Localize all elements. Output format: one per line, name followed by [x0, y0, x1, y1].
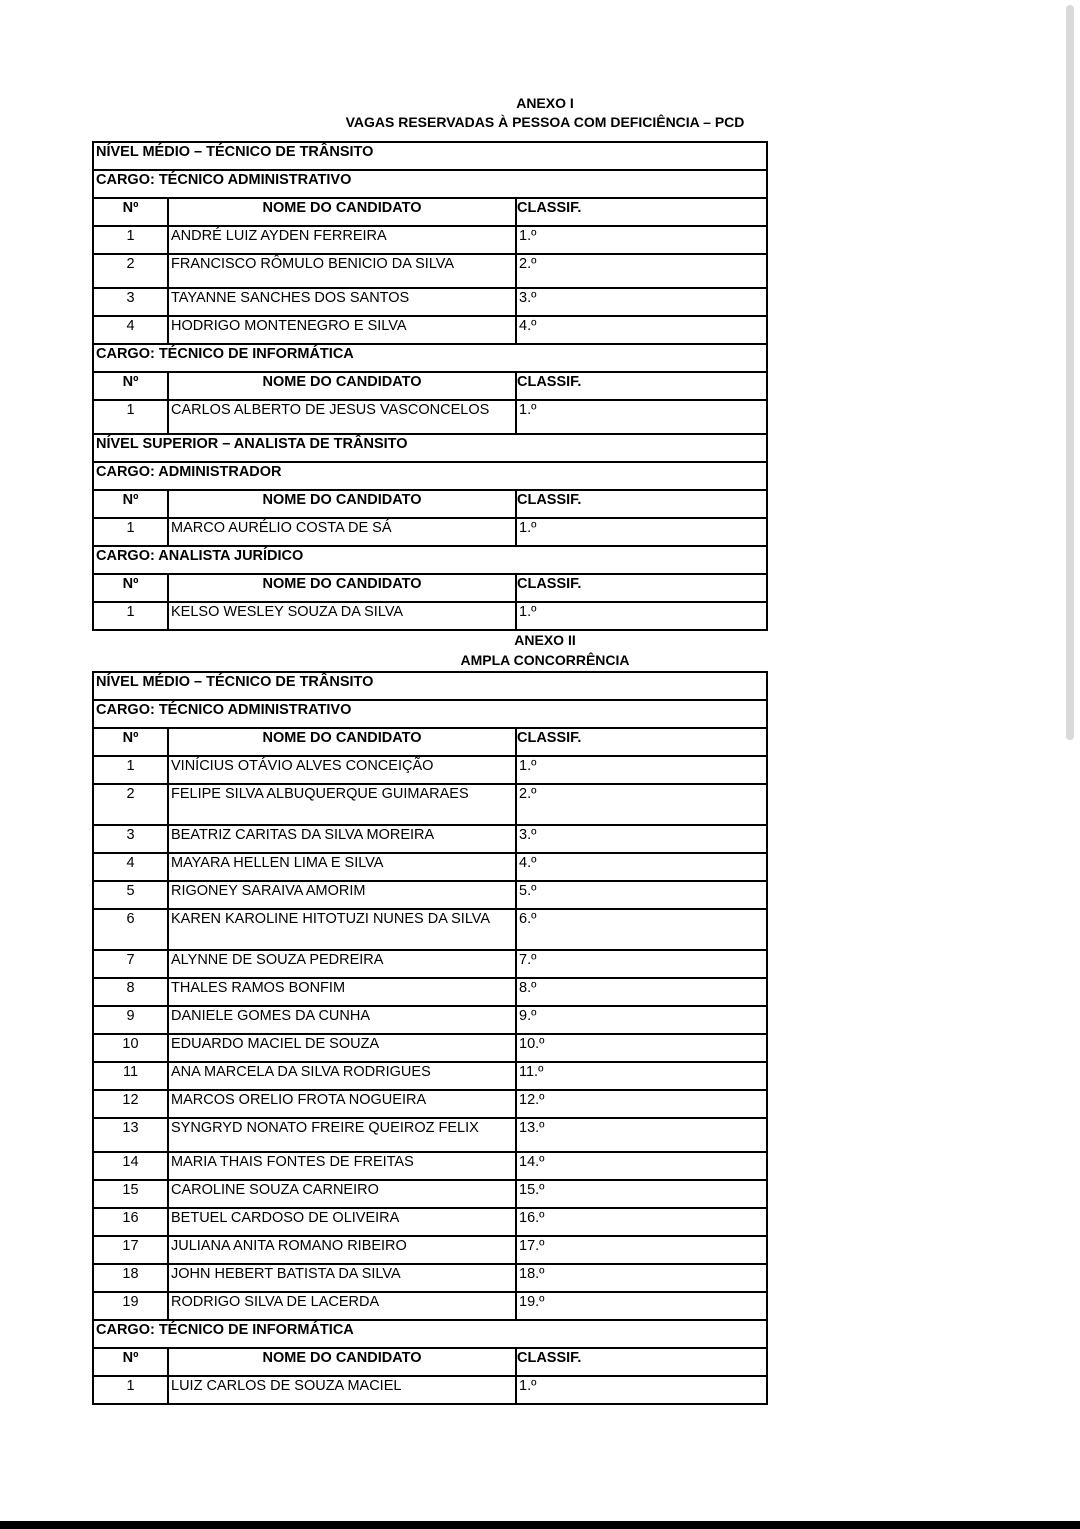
cell-candidate-name: DANIELE GOMES DA CUNHA [168, 1006, 516, 1034]
cargo-row [93, 344, 767, 372]
col-header-classif: CLASSIF. [516, 198, 767, 226]
cell-candidate-name: MARCO AURÉLIO COSTA DE SÁ [168, 518, 516, 546]
table-row [93, 825, 767, 853]
cargo-row [93, 462, 767, 490]
cell-candidate-name: THALES RAMOS BONFIM [168, 978, 516, 1006]
cell-classification: 9.º [516, 1006, 767, 1034]
cell-number: 14 [93, 1152, 168, 1180]
column-header-row [93, 574, 767, 602]
anexo1-table [92, 141, 768, 631]
cell-classification: 8.º [516, 978, 767, 1006]
col-header-n: Nº [93, 372, 168, 400]
cell-classification: 19.º [516, 1292, 767, 1320]
cell-number: 18 [93, 1264, 168, 1292]
column-header-row [93, 490, 767, 518]
cell-candidate-name: HODRIGO MONTENEGRO E SILVA [168, 316, 516, 344]
cell-classification: 4.º [516, 853, 767, 881]
cell-number: 11 [93, 1062, 168, 1090]
table-row [93, 950, 767, 978]
cell-classification: 1.º [516, 400, 767, 434]
cell-candidate-name: KELSO WESLEY SOUZA DA SILVA [168, 602, 516, 630]
column-header-row [93, 372, 767, 400]
cell-number: 6 [93, 909, 168, 950]
cell-number: 9 [93, 1006, 168, 1034]
level-row [93, 672, 767, 700]
col-header-classif: CLASSIF. [516, 1348, 767, 1376]
cell-number: 10 [93, 1034, 168, 1062]
cell-classification: 18.º [516, 1264, 767, 1292]
col-header-n: Nº [93, 490, 168, 518]
cell-classification: 1.º [516, 518, 767, 546]
anexo1-subtitle: VAGAS RESERVADAS À PESSOA COM DEFICIÊNCIA – PCD [345, 114, 745, 130]
table-row [93, 1062, 767, 1090]
bottom-bar [0, 1521, 1080, 1529]
cell-classification: 1.º [516, 226, 767, 254]
level-row [93, 142, 767, 170]
cell-classification: 16.º [516, 1208, 767, 1236]
cell-candidate-name: EDUARDO MACIEL DE SOUZA [168, 1034, 516, 1062]
table-row [93, 602, 767, 630]
col-header-classif: CLASSIF. [516, 574, 767, 602]
cell-candidate-name: ANDRÉ LUIZ AYDEN FERREIRA [168, 226, 516, 254]
cell-number: 4 [93, 316, 168, 344]
table-row [93, 853, 767, 881]
anexo2-table [92, 671, 768, 1405]
col-header-classif: CLASSIF. [516, 372, 767, 400]
cell-number: 7 [93, 950, 168, 978]
cell-classification: 15.º [516, 1180, 767, 1208]
cell-number: 1 [93, 756, 168, 784]
cell-candidate-name: JOHN HEBERT BATISTA DA SILVA [168, 1264, 516, 1292]
table-row [93, 316, 767, 344]
col-header-classif: CLASSIF. [516, 728, 767, 756]
cargo-row [93, 546, 767, 574]
table-row [93, 881, 767, 909]
cell-classification: 11.º [516, 1062, 767, 1090]
table-row [93, 756, 767, 784]
table-row [93, 909, 767, 950]
cell-candidate-name: FELIPE SILVA ALBUQUERQUE GUIMARAES [168, 784, 516, 825]
cell-number: 8 [93, 978, 168, 1006]
col-header-n: Nº [93, 1348, 168, 1376]
anexo2-subtitle: AMPLA CONCORRÊNCIA [460, 652, 630, 668]
cell-candidate-name: RIGONEY SARAIVA AMORIM [168, 881, 516, 909]
cell-classification: 5.º [516, 881, 767, 909]
col-header-n: Nº [93, 728, 168, 756]
col-header-classif: CLASSIF. [516, 490, 767, 518]
cell-classification: 17.º [516, 1236, 767, 1264]
cell-number: 3 [93, 288, 168, 316]
table-row [93, 400, 767, 434]
cell-candidate-name: CARLOS ALBERTO DE JESUS VASCONCELOS [168, 400, 516, 434]
col-header-name: NOME DO CANDIDATO [168, 728, 516, 756]
table-row [93, 1376, 767, 1404]
table-row [93, 254, 767, 288]
cell-candidate-name: JULIANA ANITA ROMANO RIBEIRO [168, 1236, 516, 1264]
col-header-n: Nº [93, 574, 168, 602]
table-row [93, 978, 767, 1006]
cell-classification: 10.º [516, 1034, 767, 1062]
cargo-heading: CARGO: TÉCNICO ADMINISTRATIVO [93, 700, 767, 728]
cell-classification: 2.º [516, 784, 767, 825]
cell-candidate-name: KAREN KAROLINE HITOTUZI NUNES DA SILVA [168, 909, 516, 950]
cargo-heading: CARGO: ADMINISTRADOR [93, 462, 767, 490]
cell-candidate-name: ANA MARCELA DA SILVA RODRIGUES [168, 1062, 516, 1090]
cell-number: 1 [93, 1376, 168, 1404]
level-heading: NÍVEL SUPERIOR – ANALISTA DE TRÂNSITO [93, 434, 767, 462]
col-header-name: NOME DO CANDIDATO [168, 372, 516, 400]
cargo-row [93, 1320, 767, 1348]
cell-candidate-name: BETUEL CARDOSO DE OLIVEIRA [168, 1208, 516, 1236]
table-row [93, 1090, 767, 1118]
cargo-heading: CARGO: ANALISTA JURÍDICO [93, 546, 767, 574]
cell-candidate-name: MARCOS ORELIO FROTA NOGUEIRA [168, 1090, 516, 1118]
cell-number: 3 [93, 825, 168, 853]
scrollbar[interactable] [1066, 5, 1074, 740]
table-row [93, 1236, 767, 1264]
cell-number: 2 [93, 784, 168, 825]
cell-number: 12 [93, 1090, 168, 1118]
cell-number: 1 [93, 602, 168, 630]
cell-candidate-name: ALYNNE DE SOUZA PEDREIRA [168, 950, 516, 978]
cargo-heading: CARGO: TÉCNICO ADMINISTRATIVO [93, 170, 767, 198]
cell-classification: 1.º [516, 1376, 767, 1404]
level-heading: NÍVEL MÉDIO – TÉCNICO DE TRÂNSITO [93, 672, 767, 700]
col-header-n: Nº [93, 198, 168, 226]
cell-classification: 14.º [516, 1152, 767, 1180]
anexo1-title: ANEXO I [516, 95, 574, 111]
table-row [93, 784, 767, 825]
table-row [93, 1152, 767, 1180]
cell-number: 5 [93, 881, 168, 909]
cell-classification: 12.º [516, 1090, 767, 1118]
level-row [93, 434, 767, 462]
col-header-name: NOME DO CANDIDATO [168, 574, 516, 602]
table-row [93, 288, 767, 316]
cell-classification: 1.º [516, 756, 767, 784]
cell-candidate-name: LUIZ CARLOS DE SOUZA MACIEL [168, 1376, 516, 1404]
cell-candidate-name: SYNGRYD NONATO FREIRE QUEIROZ FELIX [168, 1118, 516, 1152]
cell-candidate-name: CAROLINE SOUZA CARNEIRO [168, 1180, 516, 1208]
cell-candidate-name: TAYANNE SANCHES DOS SANTOS [168, 288, 516, 316]
cell-number: 16 [93, 1208, 168, 1236]
cell-candidate-name: FRANCISCO RÔMULO BENICIO DA SILVA [168, 254, 516, 288]
cell-classification: 2.º [516, 254, 767, 288]
cell-number: 2 [93, 254, 168, 288]
cell-number: 1 [93, 400, 168, 434]
cell-classification: 3.º [516, 825, 767, 853]
cargo-heading: CARGO: TÉCNICO DE INFORMÁTICA [93, 1320, 767, 1348]
cargo-row [93, 700, 767, 728]
table-row [93, 1118, 767, 1152]
cargo-row [93, 170, 767, 198]
level-heading: NÍVEL MÉDIO – TÉCNICO DE TRÂNSITO [93, 142, 767, 170]
col-header-name: NOME DO CANDIDATO [168, 490, 516, 518]
cell-classification: 7.º [516, 950, 767, 978]
cell-number: 1 [93, 226, 168, 254]
cell-candidate-name: MAYARA HELLEN LIMA E SILVA [168, 853, 516, 881]
column-header-row [93, 198, 767, 226]
table-row [93, 1006, 767, 1034]
cell-classification: 6.º [516, 909, 767, 950]
anexo2-title: ANEXO II [514, 632, 576, 648]
cell-candidate-name: MARIA THAIS FONTES DE FREITAS [168, 1152, 516, 1180]
table-row [93, 1292, 767, 1320]
cell-number: 15 [93, 1180, 168, 1208]
cell-number: 17 [93, 1236, 168, 1264]
col-header-name: NOME DO CANDIDATO [168, 198, 516, 226]
cell-classification: 4.º [516, 316, 767, 344]
cell-classification: 1.º [516, 602, 767, 630]
table-row [93, 1264, 767, 1292]
column-header-row [93, 728, 767, 756]
cell-number: 1 [93, 518, 168, 546]
table-row [93, 518, 767, 546]
table-row [93, 1180, 767, 1208]
cell-candidate-name: BEATRIZ CARITAS DA SILVA MOREIRA [168, 825, 516, 853]
cell-candidate-name: RODRIGO SILVA DE LACERDA [168, 1292, 516, 1320]
cell-number: 4 [93, 853, 168, 881]
table-row [93, 226, 767, 254]
cell-classification: 13.º [516, 1118, 767, 1152]
col-header-name: NOME DO CANDIDATO [168, 1348, 516, 1376]
table-row [93, 1208, 767, 1236]
cell-number: 19 [93, 1292, 168, 1320]
cell-number: 13 [93, 1118, 168, 1152]
table-row [93, 1034, 767, 1062]
column-header-row [93, 1348, 767, 1376]
cell-candidate-name: VINÍCIUS OTÁVIO ALVES CONCEIÇÃO [168, 756, 516, 784]
cargo-heading: CARGO: TÉCNICO DE INFORMÁTICA [93, 344, 767, 372]
cell-classification: 3.º [516, 288, 767, 316]
